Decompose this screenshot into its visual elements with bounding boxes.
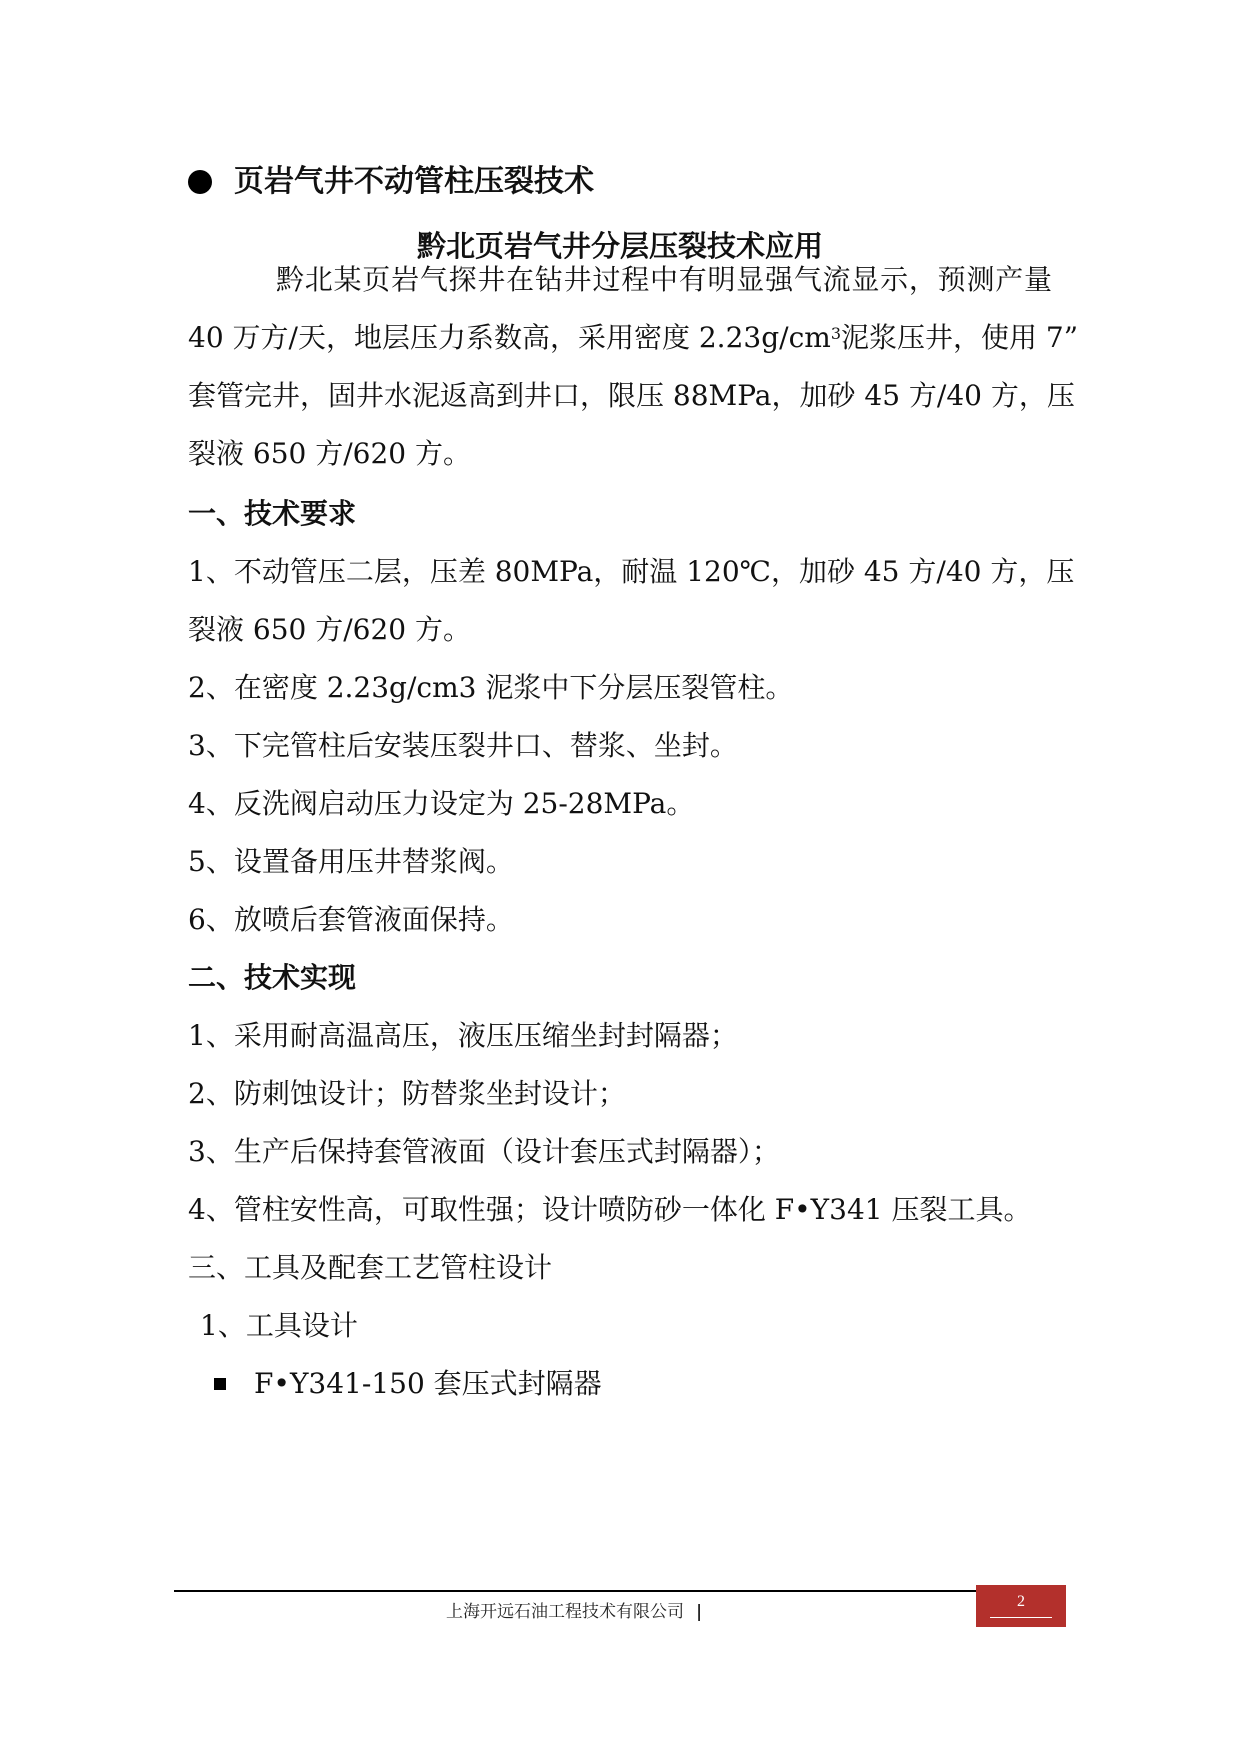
section3-heading: 三、工具及配套工艺管柱设计 [188, 1251, 553, 1284]
superscript-cube: 3 [830, 324, 841, 343]
implementation-3: 3、生产后保持套管液面（设计套压式封隔器）； [188, 1135, 780, 1168]
requirement-1-line-2: 裂液 650 方/620 方。 [188, 613, 472, 646]
footer-company: 上海开远石油工程技术有限公司 [446, 1602, 684, 1622]
intro-line-4: 裂液 650 方/620 方。 [188, 437, 472, 470]
packer-item: F•Y341-150 套压式封隔器 [254, 1367, 602, 1400]
page-number-underline [990, 1617, 1052, 1618]
requirement-6: 6、放喷后套管液面保持。 [188, 903, 514, 936]
implementation-1: 1、采用耐高温高压，液压压缩坐封封隔器； [188, 1019, 738, 1052]
tool-design-subheading: 1、工具设计 [200, 1309, 358, 1342]
intro-line-3: 套管完井，固井水泥返高到井口，限压 88MPa，加砂 45 方/40 方，压 [188, 379, 1075, 412]
footer-divider [174, 1590, 1066, 1592]
implementation-4: 4、管柱安性高，可取性强；设计喷防砂一体化 F•Y341 压裂工具。 [188, 1193, 1032, 1226]
section1-heading: 一、技术要求 [188, 497, 357, 530]
requirement-3: 3、下完管柱后安装压裂井口、替浆、坐封。 [188, 729, 738, 762]
requirement-1-line-1: 1、不动管压二层，压差 80MPa，耐温 120℃，加砂 45 方/40 方，压 [188, 555, 1075, 588]
intro-line-2 [188, 318, 1079, 358]
intro-line-1: 黔北某页岩气探井在钻井过程中有明显强气流显示，预测产量 [276, 263, 1052, 296]
section2-heading: 二、技术实现 [188, 961, 357, 994]
requirement-4: 4、反洗阀启动压力设定为 25-28MPa。 [188, 787, 695, 820]
section-heading: 页岩气井不动管柱压裂技术 [234, 164, 594, 199]
bullet-dot-icon [188, 170, 212, 194]
footer [446, 1598, 702, 1626]
implementation-2: 2、防刺蚀设计；防替浆坐封设计； [188, 1077, 626, 1110]
square-bullet-icon [214, 1378, 226, 1390]
requirement-5: 5、设置备用压井替浆阀。 [188, 845, 514, 878]
requirement-2: 2、在密度 2.23g/cm3 泥浆中下分层压裂管柱。 [188, 671, 794, 704]
intro-line-2-tail: 泥浆压井，使用 7” [841, 321, 1079, 354]
page-number-badge [976, 1585, 1066, 1627]
footer-separator: | [696, 1602, 703, 1622]
page-number: 2 [1017, 1593, 1025, 1610]
intro-line-2-text: 40 万方/天，地层压力系数高，采用密度 2.23g/cm [188, 321, 831, 354]
document-title: 黔北页岩气井分层压裂技术应用 [416, 229, 823, 263]
